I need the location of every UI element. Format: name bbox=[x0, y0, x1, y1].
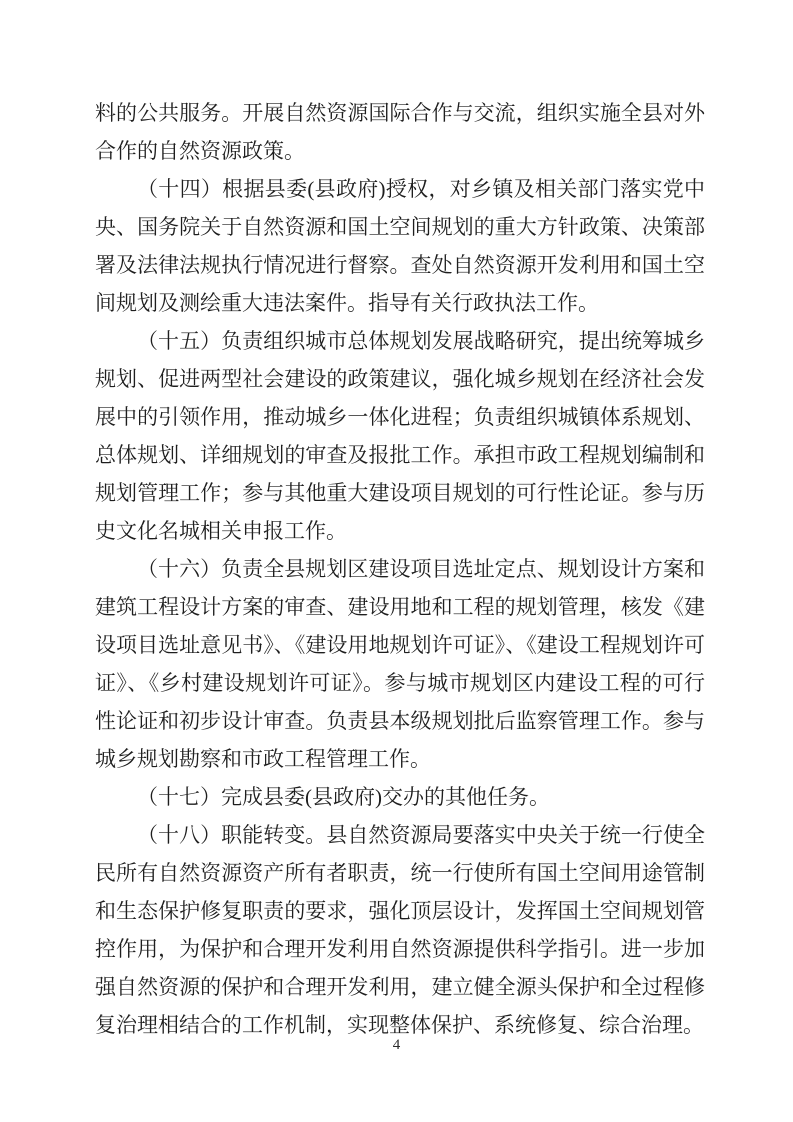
paragraph-continuation: 料的公共服务。开展自然资源国际合作与交流，组织实施全县对外合作的自然资源政策。 bbox=[95, 101, 705, 163]
paragraph-item-17: （十七）完成县委(县政府)交办的其他任务。 bbox=[137, 785, 550, 809]
paragraph-item-16: （十六）负责全县规划区建设项目选址定点、规划设计方案和建筑工程设计方案的审查、建设用地和工程的规划管理，核发《建设项目选址意见书》、《建设用地规划许可证》、《建设工程规划许可证》、《乡村建设规划许可证》。参与城市规划区内建设工程的可行性论证和初步设计审查。负责县本级规划批后监察管理工作。参与城乡规划勘察和市政工程管理工作。 bbox=[95, 557, 705, 771]
paragraph-item-15: （十五）负责组织城市总体规划发展战略研究，提出统筹城乡规划、促进两型社会建设的政策建议，强化城乡规划在经济社会发展中的引领作用，推动城乡一体化进程；负责组织城镇体系规划、总体规划、详细规划的审查及报批工作。承担市政工程规划编制和规划管理工作；参与其他重大建设项目规划的可行性论证。参与历史文化名城相关申报工作。 bbox=[95, 329, 705, 543]
page-number: 4 bbox=[392, 1037, 401, 1053]
paragraph-item-18: （十八）职能转变。县自然资源局要落实中央关于统一行使全民所有自然资源资产所有者职责，统一行使所有国土空间用途管制和生态保护修复职责的要求，强化顶层设计，发挥国土空间规划管控作用，为保护和合理开发利用自然资源提供科学指引。进一步加强自然资源的保护和合理开发利用，建立健全源头保护和全过程修复治理相结合的工作机制，实现整体保护、系统修复、综合治理。 bbox=[95, 823, 705, 1037]
document-body bbox=[95, 94, 705, 1044]
paragraph-item-14: （十四）根据县委(县政府)授权，对乡镇及相关部门落实党中央、国务院关于自然资源和国土空间规划的重大方针政策、决策部署及法律法规执行情况进行督察。查处自然资源开发利用和国土空间规划及测绘重大违法案件。指导有关行政执法工作。 bbox=[95, 177, 705, 315]
page-footer bbox=[0, 1036, 793, 1054]
